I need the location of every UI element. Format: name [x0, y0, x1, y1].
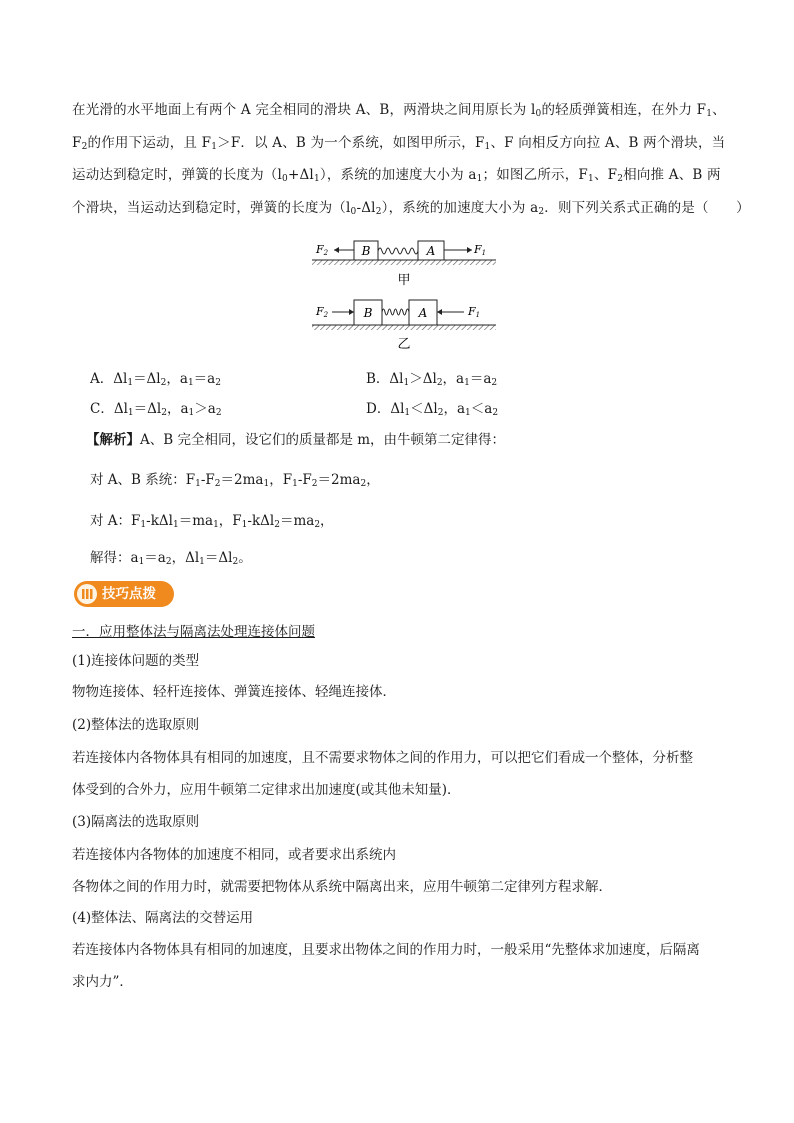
ground-hatch	[312, 260, 496, 265]
question-line-2: $F_2$的作用下运动，且 $F_1>F$．以 A、B 为一个系统，如图甲所示，$F_1$、F 向相反方向拉 A、B 两个滑块，当	[72, 134, 726, 152]
question-line-4: 个滑块，当运动达到稳定时，弹簧的长度为$(l_0-\Delta l_2)$，系统的加速度大小为 $a_2$．则下列关系式正确的是（ ）	[72, 199, 750, 217]
block-a-label: A	[426, 244, 436, 258]
tips-p2-text-1: 若连接体内各物体具有相同的加速度，且不需要求物体之间的作用力，可以把它们看成一个整体，分析整	[72, 750, 693, 766]
book-icon	[77, 584, 97, 604]
diagram-bottom	[312, 300, 496, 352]
question-paragraph	[72, 94, 750, 224]
tips-p3-text-1: 若连接体内各物体的加速度不相同，或者要求出系统内	[72, 847, 396, 863]
solution-result: 解得：$a_1=a_2$，$\Delta l_1=\Delta l_2$。	[90, 550, 252, 567]
question-line-1: 在光滑的水平地面上有两个 A 完全相同的滑块 A、B，两滑块之间用原长为 $l_0$的轻质弹簧相连，在外力 $F_1$、	[72, 102, 726, 119]
option-a[interactable]: A．$\Delta l_1=\Delta l_2$，$a_1=a_2$	[90, 371, 221, 388]
tips-badge	[74, 581, 174, 607]
tips-p4-text-1: 若连接体内各物体具有相同的加速度，且要求出物体之间的作用力时，一般采用“先整体求加速度，后隔离	[72, 942, 700, 958]
answer-options	[90, 364, 730, 424]
label-f2: F2	[316, 243, 329, 257]
diagram-top	[312, 241, 496, 288]
block-a-label: A	[418, 306, 428, 320]
tips-heading: 一．应用整体法与隔离法处理连接体问题	[72, 624, 315, 640]
tips-p1-text: 物物连接体、轻杆连接体、弹簧连接体、轻绳连接体．	[72, 684, 396, 700]
caption-yi: 乙	[397, 337, 411, 352]
spring-blocks-figure	[312, 236, 496, 352]
option-d[interactable]: D．$\Delta l_1<\Delta l_2$，$a_1<a_2$	[366, 401, 499, 418]
label-f2: F2	[316, 305, 329, 319]
tips-p1-title: (1)连接体问题的类型	[72, 653, 200, 669]
block-b-label: B	[361, 244, 371, 258]
spring	[378, 248, 418, 254]
solution-eq2: 对 A：$F_1-k\Delta l_1=ma_1$，$F_1-k\Delta l_2=ma_2$，	[90, 513, 334, 530]
badge-label: 技巧点拨	[102, 586, 156, 602]
arrow-f2-head	[349, 309, 354, 315]
tips-p4-text-2: 求内力”．	[72, 974, 133, 990]
option-row-2	[90, 394, 730, 424]
block-b-label: B	[363, 306, 373, 320]
tips-p2-text-2: 体受到的合外力，应用牛顿第二定律求出加速度(或其他未知量)．	[72, 782, 461, 798]
arrow-f1-head	[467, 247, 472, 253]
ground-hatch	[312, 325, 496, 330]
solution-intro: 【解析】A、B 完全相同，设它们的质量都是 m，由牛顿第二定律得：	[86, 432, 506, 448]
option-b[interactable]: B．$\Delta l_1>\Delta l_2$，$a_1=a_2$	[366, 371, 498, 388]
spring	[382, 309, 409, 315]
tips-p3-title: (3)隔离法的选取原则	[72, 814, 200, 830]
arrow-f2-head	[334, 247, 339, 253]
tips-p2-title: (2)整体法的选取原则	[72, 717, 200, 733]
label-f1: F1	[474, 243, 487, 257]
caption-jia: 甲	[397, 273, 411, 288]
tips-p3-text-2: 各物体之间的作用力时，就需要把物体从系统中隔离出来，应用牛顿第二定律列方程求解．	[72, 879, 612, 895]
arrow-f1-head	[437, 309, 442, 315]
label-f1: F1	[468, 305, 481, 319]
solution-eq1: 对 A、B 系统：$F_1-F_2=2ma_1$，$F_1-F_2=2ma_2$，	[90, 472, 380, 489]
option-c[interactable]: C．$\Delta l_1=\Delta l_2$，$a_1>a_2$	[90, 401, 222, 418]
tips-p4-title: (4)整体法、隔离法的交替运用	[72, 910, 254, 926]
question-line-3: 运动达到稳定时，弹簧的长度为$(l_0+\Delta l_1)$，系统的加速度大小为 $a_1$；如图乙所示，$F_1$、$F_2$相向推 A、B 两	[72, 167, 721, 184]
option-row-1	[90, 364, 730, 394]
